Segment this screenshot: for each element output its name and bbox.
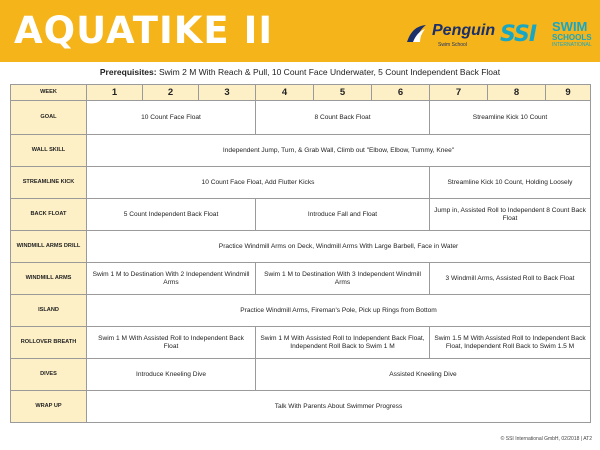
- ssi-logo: [500, 20, 596, 56]
- table-cell: 8 Count Back Float: [256, 101, 430, 135]
- table-row-goal: [11, 101, 591, 135]
- row-label: WRAP UP: [11, 391, 87, 423]
- table-row-rollover-breath: [11, 327, 591, 359]
- table-cell: 10 Count Face Float: [87, 101, 256, 135]
- week-number: 9: [546, 85, 591, 101]
- table-cell: Streamline Kick 10 Count: [430, 101, 591, 135]
- ssi-logo-line2: SCHOOLS: [552, 33, 592, 42]
- table-cell: Practice Windmill Arms, Fireman's Pole, Pick up Rings from Bottom: [87, 295, 591, 327]
- week-number: 6: [372, 85, 430, 101]
- week-number: 7: [430, 85, 488, 101]
- lesson-plan-table: [10, 84, 591, 423]
- week-number: 3: [199, 85, 256, 101]
- table-cell: Independent Jump, Turn, & Grab Wall, Climb out "Elbow, Elbow, Tummy, Knee": [87, 135, 591, 167]
- table-cell: Jump in, Assisted Roll to Independent 8 Count Back Float: [430, 199, 591, 231]
- prerequisites-label: Prerequisites:: [99, 67, 157, 77]
- ssi-logo-mark: SSI: [500, 22, 537, 47]
- row-label: DIVES: [11, 359, 87, 391]
- week-number: 1: [87, 85, 143, 101]
- page-title: AQUATIKE II: [14, 9, 274, 52]
- row-label: STREAMLINE KICK: [11, 167, 87, 199]
- table-cell: Swim 1 M to Destination With 3 Independent Windmill Arms: [256, 263, 430, 295]
- table-cell: Talk With Parents About Swimmer Progress: [87, 391, 591, 423]
- table-row-windmill-arms: [11, 263, 591, 295]
- table-row-wrap-up: [11, 391, 591, 423]
- table-row-streamline-kick: [11, 167, 591, 199]
- week-header-row: [11, 85, 591, 101]
- table-row-dives: [11, 359, 591, 391]
- table-cell: Swim 1 M With Assisted Roll to Independent Back Float, Independent Roll Back to Swim 1 M: [256, 327, 430, 359]
- table-cell: 5 Count Independent Back Float: [87, 199, 256, 231]
- row-label: GOAL: [11, 101, 87, 135]
- week-number: 5: [314, 85, 372, 101]
- row-label: WINDMILL ARMS: [11, 263, 87, 295]
- row-label: ISLAND: [11, 295, 87, 327]
- row-label: BACK FLOAT: [11, 199, 87, 231]
- table-cell: Swim 1 M to Destination With 2 Independent Windmill Arms: [87, 263, 256, 295]
- prerequisites-line: [0, 67, 600, 77]
- table-cell: Introduce Fall and Float: [256, 199, 430, 231]
- table-cell: Introduce Kneeling Dive: [87, 359, 256, 391]
- table-cell: Practice Windmill Arms on Deck, Windmill Arms With Large Barbell, Face in Water: [87, 231, 591, 263]
- week-label: WEEK: [11, 85, 87, 101]
- table-cell: Assisted Kneeling Dive: [256, 359, 591, 391]
- row-label: WINDMILL ARMS DRILL: [11, 231, 87, 263]
- table-cell: 10 Count Face Float, Add Flutter Kicks: [87, 167, 430, 199]
- row-label: ROLLOVER BREATH: [11, 327, 87, 359]
- table-cell: 3 Windmill Arms, Assisted Roll to Back Float: [430, 263, 591, 295]
- table-row-island: [11, 295, 591, 327]
- ssi-logo-line1: SWIM: [552, 19, 588, 34]
- footer-copyright: © SSI International GmbH, 02/2018 | AT2: [500, 436, 592, 442]
- penguin-logo-name: Penguin: [432, 22, 496, 39]
- table-cell: Streamline Kick 10 Count, Holding Loosely: [430, 167, 591, 199]
- prerequisites-text: Swim 2 M With Reach & Pull, 10 Count Face Underwater, 5 Count Independent Back Float: [158, 67, 501, 77]
- row-label: WALL SKILL: [11, 135, 87, 167]
- penguin-logo-tagline: Swim School: [438, 42, 467, 48]
- ssi-logo-line3: INTERNATIONAL: [552, 42, 592, 48]
- week-number: 2: [143, 85, 199, 101]
- table-row-back-float: [11, 199, 591, 231]
- table-cell: Swim 1 M With Assisted Roll to Independent Back Float: [87, 327, 256, 359]
- penguin-logo: [404, 20, 494, 54]
- table-row-windmill-arms-drill: [11, 231, 591, 263]
- header-banner: [0, 0, 600, 62]
- penguin-icon: [404, 22, 430, 48]
- table-row-wall-skill: [11, 135, 591, 167]
- table-cell: Swim 1.5 M With Assisted Roll to Independent Back Float, Independent Roll Back to Swim 1.5 M: [430, 327, 591, 359]
- week-number: 8: [488, 85, 546, 101]
- week-number: 4: [256, 85, 314, 101]
